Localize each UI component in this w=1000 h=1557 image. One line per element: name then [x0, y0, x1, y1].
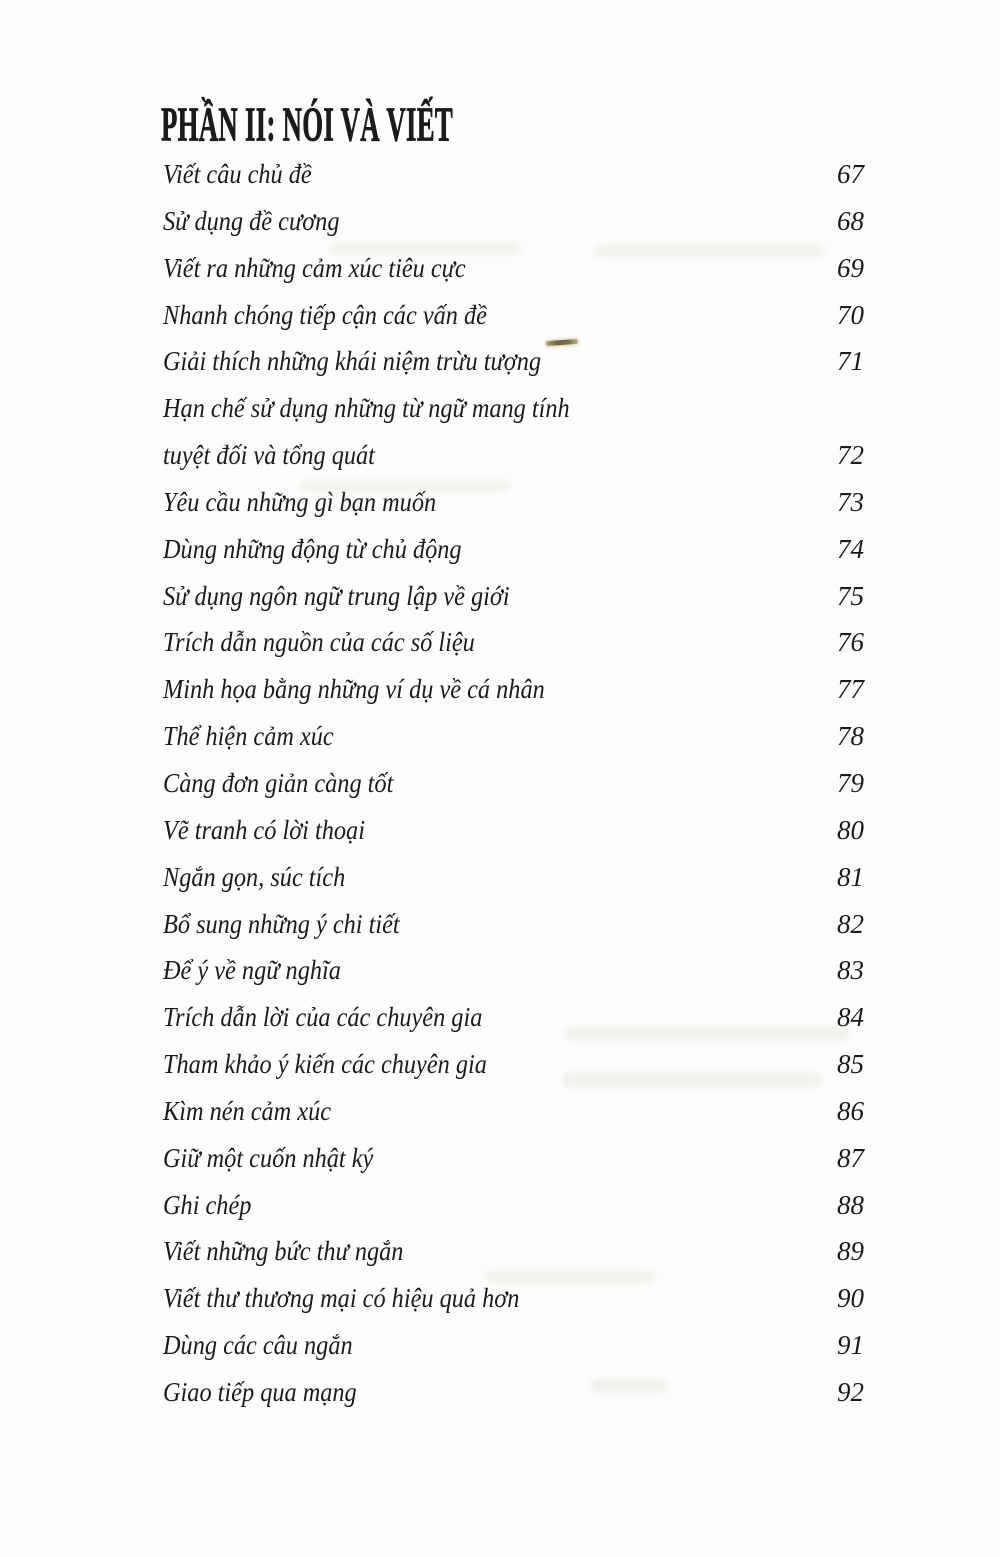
bleedthrough-artifact — [330, 243, 520, 254]
toc-entry-page-number: 71 — [837, 346, 864, 377]
toc-entry-label: Viết những bức thư ngắn — [163, 1236, 404, 1267]
toc-entry-label: Viết ra những cảm xúc tiêu cực — [163, 252, 466, 283]
toc-entry-label: Tham khảo ý kiến các chuyên gia — [163, 1049, 487, 1080]
toc-entry-label: Sử dụng đề cương — [163, 205, 340, 236]
toc-entry — [163, 338, 864, 385]
toc-entry-page-number: 70 — [837, 299, 864, 330]
toc-entry — [163, 760, 864, 807]
toc-entry-label: Để ý về ngữ nghĩa — [163, 955, 341, 986]
toc-entry — [163, 619, 864, 666]
toc-entry-label: Viết câu chủ đề — [163, 159, 312, 189]
toc-entry-label: Trích dẫn lời của các chuyên gia — [163, 1002, 483, 1033]
toc-entry-page-number: 92 — [837, 1376, 864, 1407]
toc-entry-page-number: 67 — [837, 159, 864, 189]
toc-entry-label: Dùng các câu ngắn — [163, 1330, 353, 1361]
toc-entry — [163, 479, 864, 526]
toc-entry-label: Ghi chép — [163, 1189, 252, 1220]
toc-entry-page-number: 80 — [837, 814, 864, 845]
toc-entry-page-number: 72 — [837, 440, 864, 471]
toc-entry-page-number: 74 — [837, 533, 864, 564]
toc-entry-page-number: 81 — [837, 861, 864, 892]
toc-entry-label: tuyệt đối và tổng quát — [163, 440, 375, 471]
toc-entry-label: Dùng những động từ chủ động — [163, 533, 462, 564]
toc-entry-page-number: 84 — [837, 1002, 864, 1033]
toc-entry — [163, 1228, 864, 1275]
toc-entry — [163, 807, 864, 854]
bleedthrough-artifact — [590, 1379, 668, 1393]
toc-entry — [163, 432, 864, 479]
bleedthrough-artifact — [565, 1027, 850, 1041]
toc-entry-page-number: 85 — [837, 1049, 864, 1080]
toc-entry — [163, 947, 864, 994]
toc-entry — [163, 573, 864, 620]
toc-entry — [163, 666, 864, 713]
toc-entry-page-number: 77 — [837, 674, 864, 705]
toc-entry-label: Viết thư thương mại có hiệu quả hơn — [163, 1283, 520, 1314]
toc-entry — [163, 151, 864, 198]
toc-entry-label: Càng đơn giản càng tốt — [163, 767, 394, 798]
toc-entry-page-number: 90 — [837, 1283, 864, 1314]
toc-entry — [163, 1182, 864, 1229]
toc-entry-label: Giao tiếp qua mạng — [163, 1376, 357, 1407]
toc-entry — [163, 385, 864, 432]
toc-entry-label: Vẽ tranh có lời thoại — [163, 814, 365, 845]
toc-entry — [163, 901, 864, 948]
toc-entry-label: Trích dẫn nguồn của các số liệu — [163, 627, 475, 658]
toc-entry — [163, 1088, 864, 1135]
toc-entry-page-number: 88 — [837, 1189, 864, 1220]
toc-entry-page-number: 89 — [837, 1236, 864, 1267]
toc-entry-page-number: 83 — [837, 955, 864, 986]
toc-entry — [163, 1369, 864, 1416]
bleedthrough-artifact — [485, 1271, 655, 1283]
bleedthrough-artifact — [300, 481, 510, 491]
toc-entry-page-number: 75 — [837, 580, 864, 611]
toc-entry-page-number: 91 — [837, 1330, 864, 1361]
toc-entry-label: Bổ sung những ý chi tiết — [163, 908, 400, 939]
toc-entry-page-number: 82 — [837, 908, 864, 939]
toc-entry-label: Kìm nén cảm xúc — [163, 1095, 332, 1126]
toc-entry — [163, 292, 864, 339]
toc-entry-label: Minh họa bằng những ví dụ về cá nhân — [163, 674, 545, 705]
table-of-contents — [163, 151, 864, 1416]
toc-entry-page-number: 73 — [837, 486, 864, 517]
toc-entry-page-number: 87 — [837, 1142, 864, 1173]
toc-entry-page-number: 78 — [837, 721, 864, 752]
toc-entry-label: Thể hiện cảm xúc — [163, 721, 334, 752]
toc-entry — [163, 526, 864, 573]
toc-entry-label: Ngắn gọn, súc tích — [163, 861, 346, 892]
bleedthrough-artifact — [595, 245, 825, 257]
toc-entry-label: Giải thích những khái niệm trừu tượng — [163, 346, 542, 377]
toc-entry — [163, 1322, 864, 1369]
toc-entry-page-number: 86 — [837, 1095, 864, 1126]
section-title: PHẦN II: NÓI VÀ VIẾT — [161, 97, 454, 152]
toc-entry-label: Hạn chế sử dụng những từ ngữ mang tính — [163, 393, 570, 424]
toc-entry-label: Yêu cầu những gì bạn muốn — [163, 486, 437, 517]
toc-entry-label: Giữ một cuốn nhật ký — [163, 1142, 374, 1173]
toc-entry — [163, 854, 864, 901]
toc-entry-page-number: 76 — [837, 627, 864, 658]
toc-entry-page-number: 68 — [837, 205, 864, 236]
toc-entry-label: Sử dụng ngôn ngữ trung lập về giới — [163, 580, 510, 611]
toc-entry — [163, 198, 864, 245]
toc-entry-label: Nhanh chóng tiếp cận các vấn đề — [163, 299, 487, 330]
toc-entry — [163, 1135, 864, 1182]
toc-entry-page-number: 69 — [837, 252, 864, 283]
toc-entry — [163, 713, 864, 760]
toc-entry-page-number: 79 — [837, 767, 864, 798]
bleedthrough-artifact — [562, 1073, 822, 1087]
